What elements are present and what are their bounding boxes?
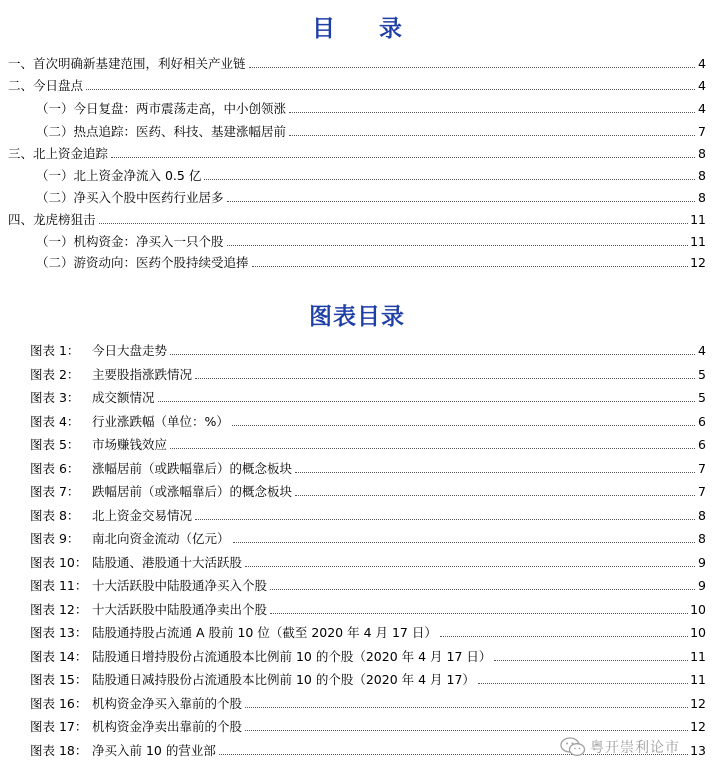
figure-entry[interactable]: [30, 625, 706, 641]
figure-entry-page: 11: [690, 648, 706, 664]
leader-dots: [295, 495, 695, 496]
toc-entry[interactable]: [36, 168, 706, 184]
watermark-text: 粤开崇利论市: [590, 740, 680, 756]
figure-entry[interactable]: [30, 461, 706, 477]
figure-number: 图表 12：: [30, 601, 88, 617]
figure-entry-page: 4: [698, 343, 706, 358]
leader-dots: [204, 179, 695, 180]
figure-entry[interactable]: [30, 484, 706, 500]
figure-entry[interactable]: [30, 555, 706, 571]
leader-dots: [245, 707, 688, 708]
toc-entry-label: （一）机构资金：净买入一只个股: [36, 234, 224, 249]
figure-entry-label: 南北向资金流动（亿元）: [92, 531, 230, 546]
figure-entry-page: 6: [698, 437, 706, 452]
figure-number: 图表 10：: [30, 554, 88, 570]
figure-entry-page: 5: [698, 390, 706, 405]
figure-entry-page: 8: [698, 507, 706, 523]
figure-entry-page: 7: [698, 460, 706, 476]
toc-entry-page: 11: [690, 212, 706, 227]
figure-number: 图表 6：: [30, 460, 80, 476]
figure-number: 图表 9：: [30, 531, 80, 546]
figure-entry[interactable]: [30, 672, 706, 688]
toc-entry[interactable]: [36, 101, 706, 117]
figure-entry[interactable]: [30, 602, 706, 618]
toc-entry[interactable]: [36, 255, 706, 271]
leader-dots: [249, 67, 695, 68]
toc-entry-label: （一）今日复盘：两市震荡走高，中小创领涨: [36, 101, 287, 116]
toc-entry[interactable]: [8, 56, 706, 72]
figure-entry-label: 今日大盘走势: [92, 343, 168, 358]
figures-title: 图表目录: [309, 304, 405, 330]
figure-entry-page: 10: [690, 601, 706, 617]
toc-entry-page: 8: [698, 146, 706, 161]
figure-entry-label: 机构资金净卖出靠前的个股: [92, 719, 243, 734]
toc-entry[interactable]: [36, 190, 706, 206]
leader-dots: [270, 589, 695, 590]
figure-number: 图表 16：: [30, 695, 88, 711]
toc-entry[interactable]: [36, 234, 706, 250]
figure-entry[interactable]: [30, 719, 706, 735]
figure-entry-label: 陆股通日增持股份占流通股本比例前 10 的个股（2020 年 4 月 17 日）: [92, 648, 492, 664]
toc-entry-label: 三、北上资金追踪: [8, 146, 109, 161]
toc-entry-page: 4: [698, 78, 706, 93]
leader-dots: [295, 472, 695, 473]
toc-entry-label: 四、龙虎榜狙击: [8, 212, 96, 227]
toc-entry-label: （二）净买入个股中医药行业居多: [36, 190, 224, 205]
figure-entry[interactable]: [30, 696, 706, 712]
toc-entry-label: （二）游资动向：医药个股持续受追捧: [36, 255, 249, 270]
figure-entry-page: 9: [698, 554, 706, 570]
figure-entry-page: 5: [698, 366, 706, 382]
figure-number: 图表 17：: [30, 719, 88, 734]
figure-entry-label: 行业涨跌幅（单位：%）: [92, 413, 229, 429]
toc-entry-page: 4: [698, 56, 706, 71]
figure-entry-label: 机构资金净买入靠前的个股: [92, 695, 243, 711]
figure-entry[interactable]: [30, 649, 706, 665]
toc-entry-page: 8: [698, 168, 706, 183]
figure-entry-label: 市场赚钱效应: [92, 437, 168, 452]
figure-entry-page: 11: [690, 672, 706, 687]
figure-entry-page: 13: [690, 742, 706, 758]
figure-entry[interactable]: [30, 508, 706, 524]
toc-entry-page: 8: [698, 190, 706, 205]
figure-entry-label: 跌幅居前（或涨幅靠后）的概念板块: [92, 484, 293, 499]
leader-dots: [170, 448, 695, 449]
figure-number: 图表 8：: [30, 507, 80, 523]
figure-number: 图表 3：: [30, 390, 80, 405]
figure-entry-page: 12: [690, 719, 706, 734]
figure-entry-label: 十大活跃股中陆股通净买入个股: [92, 578, 268, 593]
figure-number: 图表 13：: [30, 625, 88, 640]
figure-number: 图表 15：: [30, 672, 88, 687]
figure-entry-page: 8: [698, 531, 706, 546]
leader-dots: [227, 201, 695, 202]
figure-number: 图表 7：: [30, 484, 80, 499]
toc-entry-page: 11: [690, 234, 706, 249]
toc-entry-page: 4: [698, 101, 706, 116]
figure-entry-label: 十大活跃股中陆股通净卖出个股: [92, 601, 268, 617]
leader-dots: [111, 157, 695, 158]
figure-entry-label: 净买入前 10 的营业部: [92, 742, 216, 758]
toc-title: 目 录: [311, 16, 420, 42]
figure-entry-label: 陆股通持股占流通 A 股前 10 位（截至 2020 年 4 月 17 日）: [92, 625, 437, 640]
leader-dots: [289, 135, 695, 136]
figure-entry-page: 10: [690, 625, 706, 640]
toc-entry[interactable]: [8, 78, 706, 94]
figure-number: 图表 11：: [30, 578, 88, 593]
figure-number: 图表 18：: [30, 742, 88, 758]
leader-dots: [289, 112, 695, 113]
figure-number: 图表 14：: [30, 648, 88, 664]
toc-entry-page: 12: [690, 255, 706, 270]
figure-entry-label: 成交额情况: [92, 390, 155, 405]
leader-dots: [245, 730, 688, 731]
figure-entry-label: 涨幅居前（或跌幅靠后）的概念板块: [92, 460, 293, 476]
toc-entry[interactable]: [8, 146, 706, 162]
figure-entry[interactable]: [30, 343, 706, 359]
figure-entry-page: 6: [698, 413, 706, 429]
figure-entry-label: 陆股通日减持股份占流通股本比例前 10 的个股（2020 年 4 月 17）: [92, 672, 475, 687]
toc-entry-label: 一、首次明确新基建范围，利好相关产业链: [8, 56, 246, 71]
figure-entry[interactable]: [30, 531, 706, 547]
figure-entry[interactable]: [30, 414, 706, 430]
leader-dots: [195, 519, 695, 520]
leader-dots: [86, 89, 695, 90]
figure-entry-label: 陆股通、港股通十大活跃股: [92, 554, 243, 570]
toc-entry-label: 二、今日盘点: [8, 78, 84, 93]
toc-entry[interactable]: [8, 212, 706, 228]
figure-number: 图表 1：: [30, 343, 80, 358]
leader-dots: [99, 223, 689, 224]
leader-dots: [494, 660, 688, 661]
watermark: [560, 736, 680, 758]
leader-dots: [232, 425, 695, 426]
figure-entry[interactable]: [30, 390, 706, 406]
figure-entry-label: 主要股指涨跌情况: [92, 366, 193, 382]
figure-entry-page: 9: [698, 578, 706, 593]
toc-entry-label: （一）北上资金净流入 0.5 亿: [36, 168, 202, 183]
figure-entry-page: 12: [690, 695, 706, 711]
leader-dots: [270, 613, 688, 614]
toc-entry-page: 7: [698, 124, 706, 139]
toc-entry[interactable]: [36, 124, 706, 140]
wechat-icon: [560, 737, 586, 757]
leader-dots: [233, 542, 695, 543]
figure-number: 图表 4：: [30, 413, 80, 429]
leader-dots: [170, 354, 695, 355]
figure-number: 图表 5：: [30, 437, 80, 452]
figure-number: 图表 2：: [30, 366, 80, 382]
leader-dots: [158, 401, 695, 402]
figure-entry-page: 7: [698, 484, 706, 499]
leader-dots: [252, 266, 689, 267]
figure-entry-label: 北上资金交易情况: [92, 507, 193, 523]
figure-entry[interactable]: [30, 578, 706, 594]
leader-dots: [227, 245, 689, 246]
leader-dots: [440, 636, 688, 637]
leader-dots: [245, 566, 695, 567]
toc-entry-label: （二）热点追踪：医药、科技、基建涨幅居前: [36, 124, 287, 139]
figure-entry[interactable]: [30, 367, 706, 383]
figure-entry[interactable]: [30, 437, 706, 453]
leader-dots: [195, 378, 695, 379]
leader-dots: [478, 683, 688, 684]
